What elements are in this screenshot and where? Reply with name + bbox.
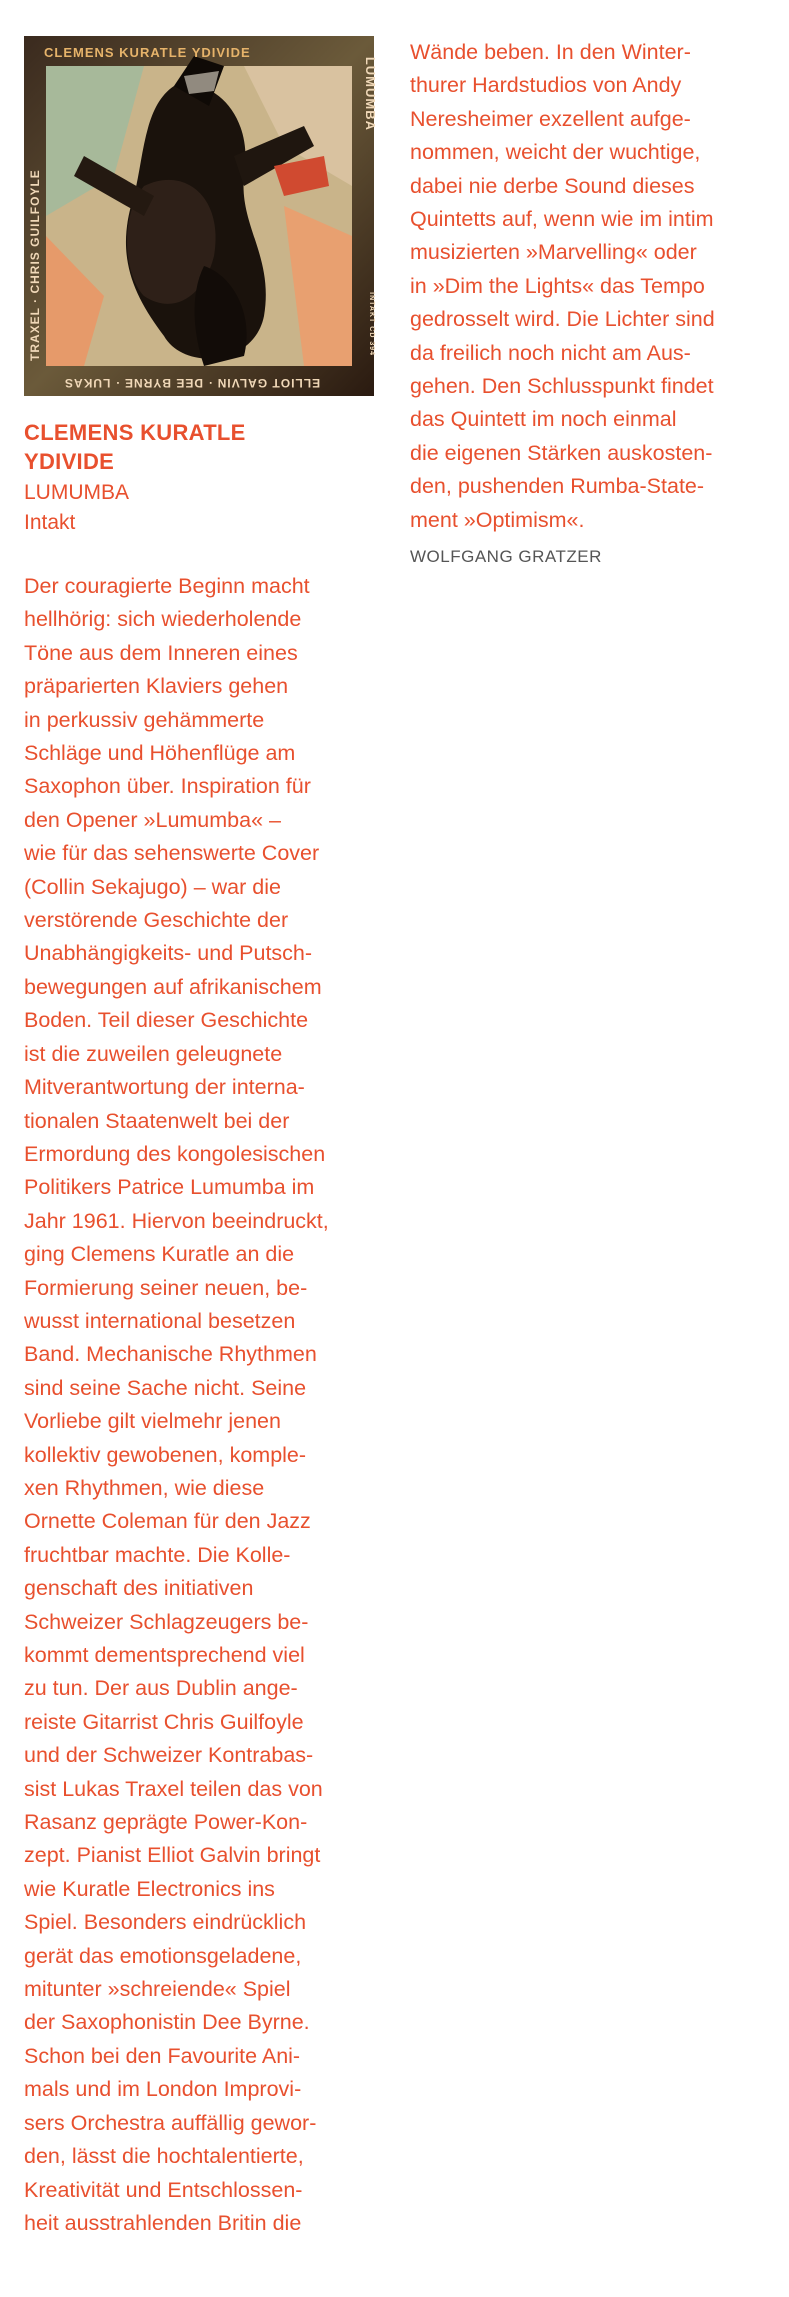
review-left-line: Schon bei den Favourite Ani- (24, 2043, 301, 2068)
review-left-line: Politikers Patrice Lumumba im (24, 1175, 315, 1200)
review-right-line: den, pushenden Rumba-State- (410, 474, 705, 499)
review-left-line: Jahr 1961. Hiervon beeindruckt, (24, 1208, 329, 1233)
review-left-line: wie für das sehenswerte Cover (24, 841, 320, 866)
review-left-line: kommt dementsprechend viel (24, 1643, 305, 1667)
review-right-line: die eigenen Stärken auskosten- (410, 440, 713, 465)
review-left-line: Ornette Coleman für den Jazz (24, 1509, 311, 1534)
album-artist (24, 418, 380, 476)
review-left-line: präparierten Klaviers gehen (24, 674, 289, 699)
left-column (24, 36, 380, 2240)
review-left-line: Der couragierte Beginn macht (24, 574, 310, 598)
album-artist-line2: YDIVIDE (24, 449, 115, 474)
review-left-line: xen Rhythmen, wie diese (24, 1475, 265, 1500)
review-left-line: verstörende Geschichte der (24, 908, 289, 933)
review-left-line: genschaft des initiativen (24, 1576, 254, 1601)
review-text-left (24, 570, 380, 2240)
album-title: LUMUMBA (24, 481, 130, 504)
review-left-line: der Saxophonistin Dee Byrne. (24, 2010, 310, 2035)
review-left-line: Saxophon über. Inspiration für (24, 774, 311, 799)
review-left-line: hellhörig: sich wiederholende (24, 607, 302, 632)
review-right-line: dabei nie derbe Sound dieses (410, 173, 695, 198)
review-left-line: kollektiv gewobenen, komple- (24, 1442, 307, 1467)
review-left-line: Schweizer Schlagzeugers be- (24, 1609, 309, 1634)
review-left-line: Formierung seiner neuen, be- (24, 1275, 308, 1300)
review-right-line: nommen, weicht der wuchtige, (410, 140, 701, 165)
review-left-line: zu tun. Der aus Dublin ange- (24, 1676, 298, 1701)
cover-musicians-left: TRAXEL · CHRIS GUILFOYLE (28, 169, 42, 361)
cover-musicians-bottom: ELLIOT GALVIN · DEE BYRNE · LUKAS (64, 376, 321, 390)
review-left-line: fruchtbar machte. Die Kolle- (24, 1542, 291, 1567)
review-left-line: den Opener »Lumumba« – (24, 807, 281, 832)
review-author: WOLFGANG GRATZER (410, 547, 602, 567)
review-left-line: Boden. Teil dieser Geschichte (24, 1008, 309, 1033)
review-right-line: da freilich noch nicht am Aus- (410, 340, 691, 365)
review-right-line: in »Dim the Lights« das Tempo (410, 273, 705, 298)
review-right-line: das Quintett im noch einmal (410, 407, 677, 432)
review-left-line: Vorliebe gilt vielmehr jenen (24, 1409, 281, 1434)
review-left-line: Schläge und Höhenflüge am (24, 741, 296, 766)
review-left-line: heit ausstrahlenden Britin die (24, 2210, 302, 2235)
review-left-line: Spiel. Besonders eindrücklich (24, 1910, 307, 1935)
review-left-line: mitunter »schreiende« Spiel (24, 1977, 291, 2002)
review-left-line: Kreativität und Entschlossen- (24, 2177, 303, 2202)
record-label: Intakt (24, 511, 76, 534)
review-left-line: (Collin Sekajugo) – war die (24, 874, 281, 899)
review-left-line: wie Kuratle Electronics ins (24, 1876, 275, 1901)
review-left-line: ist die zuweilen geleugnete (24, 1041, 283, 1066)
review-left-line: ging Clemens Kuratle an die (24, 1242, 295, 1267)
review-right-line: gehen. Den Schlusspunkt findet (410, 374, 714, 399)
review-left-line: bewegungen auf afrikanischem (24, 974, 322, 999)
review-right-line: thurer Hardstudios von Andy (410, 73, 682, 98)
review-right-line: musizierten »Marvelling« oder (410, 240, 697, 265)
album-cover (24, 36, 378, 396)
review-text-right (410, 36, 760, 537)
review-right-line: Wände beben. In den Winter- (410, 40, 691, 64)
review-left-line: den, lässt die hochtalentierte, (24, 2144, 304, 2169)
review-right-line: Neresheimer exzellent aufge- (410, 106, 691, 131)
review-left-line: zept. Pianist Elliot Galvin bringt (24, 1843, 321, 1868)
cover-album-name: LUMUMBA (363, 56, 378, 131)
review-left-line: Rasanz geprägte Power-Kon- (24, 1810, 308, 1835)
review-left-line: Unabhängigkeits- und Putsch- (24, 941, 313, 966)
review-left-line: sers Orchestra auffällig gewor- (24, 2110, 317, 2135)
album-artist-line1: CLEMENS KURATLE (24, 420, 246, 445)
review-left-line: in perkussiv gehämmerte (24, 707, 265, 732)
review-left-line: mals und im London Improvi- (24, 2077, 302, 2102)
review-left-line: Band. Mechanische Rhythmen (24, 1342, 317, 1367)
review-right-line: ment »Optimism«. (410, 507, 585, 532)
cover-title: CLEMENS KURATLE YDIVIDE (44, 45, 251, 60)
review-right-line: gedrosselt wird. Die Lichter sind (410, 307, 715, 332)
review-left-line: Ermordung des kongolesischen (24, 1141, 326, 1166)
review-left-line: gerät das emotionsgeladene, (24, 1943, 302, 1968)
review-left-line: wusst international besetzen (24, 1308, 296, 1333)
album-cover-artwork (24, 36, 374, 396)
cover-catalog-number: INTAKT CD 394 (368, 292, 375, 356)
review-left-line: und der Schweizer Kontrabas- (24, 1743, 314, 1768)
review-left-line: Mitverantwortung der interna- (24, 1075, 305, 1100)
review-left-line: reiste Gitarrist Chris Guilfoyle (24, 1709, 304, 1734)
review-right-line: Quintetts auf, wenn wie im intim (410, 207, 714, 232)
review-left-line: tionalen Staatenwelt bei der (24, 1108, 290, 1133)
right-column (410, 36, 760, 567)
review-left-line: Töne aus dem Inneren eines (24, 640, 298, 665)
review-left-line: sind seine Sache nicht. Seine (24, 1375, 307, 1400)
review-left-line: sist Lukas Traxel teilen das von (24, 1776, 323, 1801)
